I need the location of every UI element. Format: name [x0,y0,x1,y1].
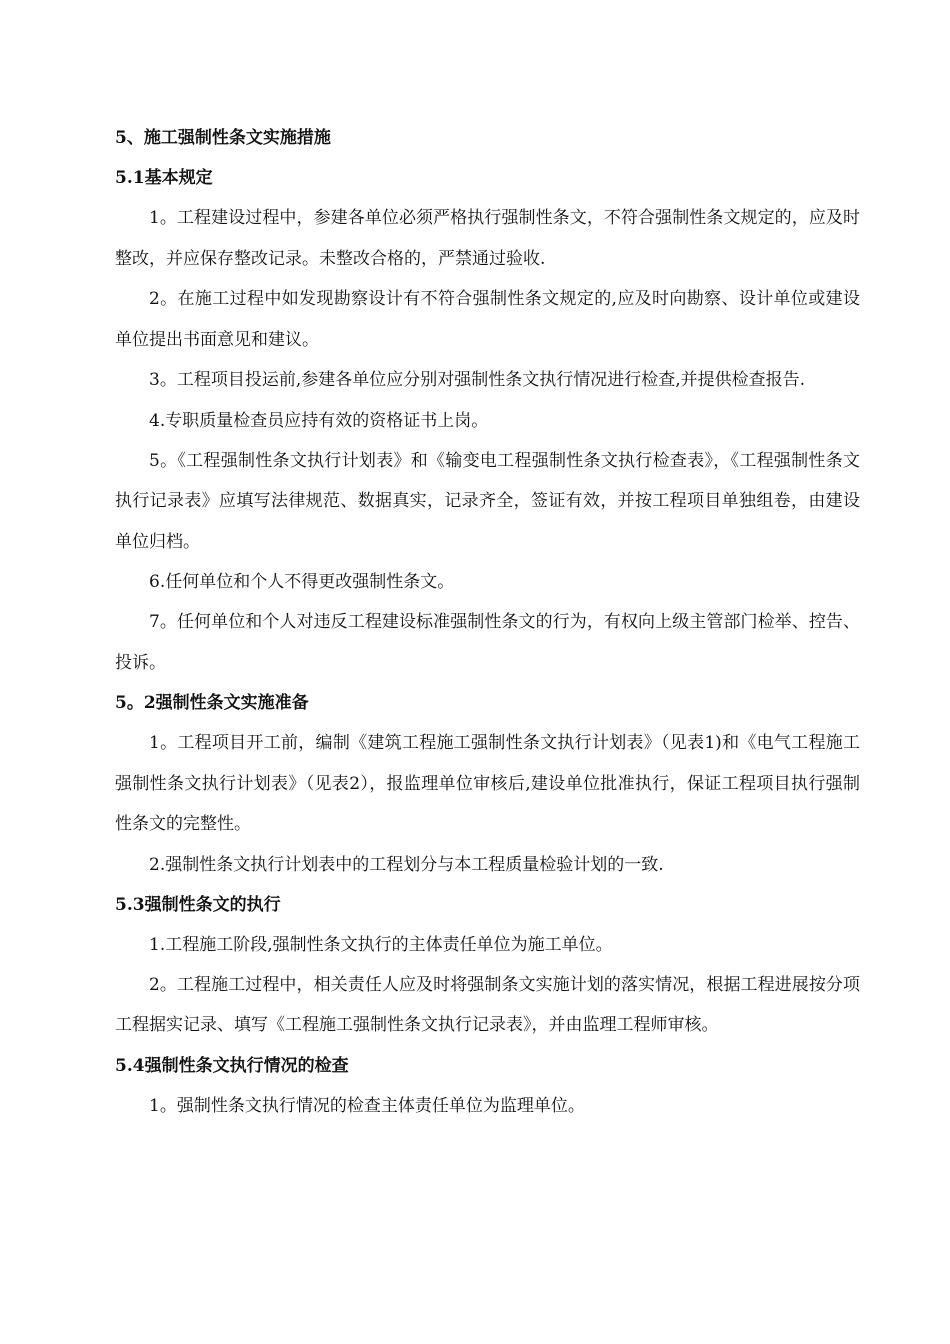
subsection-title-5-4: 5.4强制性条文执行情况的检查 [115,1055,349,1076]
paragraph-5-2-1: 1。工程项目开工前，编制《建筑工程施工强制性条文执行计划表》（见表1)和《电气工程施工强制性条文执行计划表》（见表2），报监理单位审核后,建设单位批准执行，保证工程项目执行强制性条文的完整性。 [115,733,860,834]
paragraph-5-3-2: 2。工程施工过程中，相关责任人应及时将强制条文实施计划的落实情况，根据工程进展按分项工程据实记录、填写《工程施工强制性条文执行记录表》，并由监理工程师审核。 [115,974,860,1035]
paragraph-5-2-2: 2.强制性条文执行计划表中的工程划分与本工程质量检验计划的一致. [149,854,664,875]
document-page [115,118,860,1126]
paragraph-5-4-1: 1。强制性条文执行情况的检查主体责任单位为监理单位。 [149,1095,585,1116]
subsection-title-5-1: 5.1基本规定 [115,168,213,188]
section-title: 5、施工强制性条文实施措施 [115,128,331,148]
subsection-title-5-3: 5.3强制性条文的执行 [115,894,281,915]
paragraph-5-1-4: 4.专职质量检查员应持有效的资格证书上岗。 [149,410,489,431]
subsection-title-5-2: 5。2强制性条文实施准备 [115,693,309,713]
paragraph-5-1-5: 5。《工程强制性条文执行计划表》和《输变电工程强制性条文执行检查表》，《工程强制性条文执行记录表》应填写法律规范、数据真实，记录齐全，签证有效，并按工程项目单独组卷，由建设单位归档。 [115,450,860,552]
paragraph-5-1-6: 6.任何单位和个人不得更改强制性条文。 [149,572,455,592]
paragraph-5-1-2: 2。在施工过程中如发现勘察设计有不符合强制性条文规定的,应及时向勘察、设计单位或建设单位提出书面意见和建议。 [115,289,860,350]
paragraph-5-1-3: 3。工程项目投运前,参建各单位应分别对强制性条文执行情况进行检查,并提供检查报告. [149,370,806,390]
paragraph-5-1-1: 1。工程建设过程中，参建各单位必须严格执行强制性条文，不符合强制性条文规定的，应及时整改，并应保存整改记录。未整改合格的，严禁通过验收. [115,208,860,269]
paragraph-5-1-7: 7。任何单位和个人对违反工程建设标准强制性条文的行为，有权向上级主管部门检举、控告、投诉。 [115,612,860,673]
paragraph-5-3-1: 1.工程施工阶段,强制性条文执行的主体责任单位为施工单位。 [149,934,613,955]
